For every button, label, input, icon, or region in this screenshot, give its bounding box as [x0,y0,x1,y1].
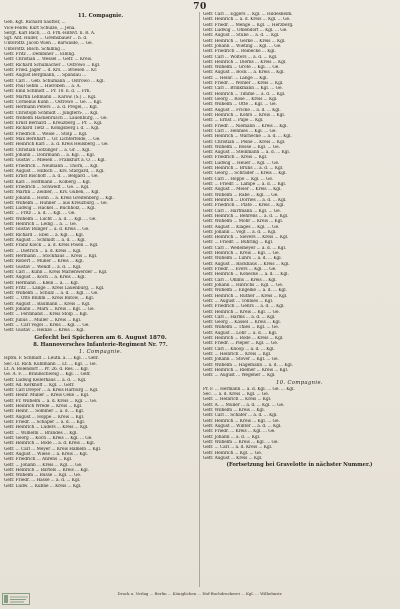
casualty-entry: Gefr. Friedrich ... Weise ... Stolp ... Kgl. [4,131,88,137]
casualty-entry: Gefr. August ... Bock ... a. Kreis ... Kgl. [203,70,285,76]
casualty-entry: Gefr. ... Friedr. ... Lampe ... a. d. ... Kgl. [203,182,287,187]
casualty-entry: Gefr. Heinrich ... Bode ... a. d. Kreis ... Kgl. [4,441,95,447]
casualty-entry: Gefr. Friedrich ... Schwedt ... Ge. ... Kgl. [4,184,90,190]
casualty-entry: Gefr. Carl Dreyer ... a. Kreis Harburg ... Kgl. [4,388,99,394]
casualty-entry: Gefr. Cornelius Kühn ... Ostrowo ... Ge. ... Kgl. [4,99,103,105]
casualty-entry: Gefr. Hermann ... Klein ... a. ... Kgl. [4,280,79,286]
casualty-entry: Gefr. Wilhelm ... Kreis ... Kgl. [203,408,265,414]
casualty-entry: Sgt. Ant. Hüller, ... Gremsbauer ... n. d. [4,36,88,42]
casualty-entry: Gefr. August ... Kreis ... Kgl. [203,455,263,461]
casualty-entry: Gefr. Ludw. ... Kühne ... Kreis ... Kgl. [4,483,82,489]
company-heading: 10. Compagnie. [276,379,323,386]
casualty-entry: Gefr. August ... Hoppe ... Kreis ... Kgl. [4,414,85,420]
casualty-entry: Gefr. Wilhelm ... Bosse ... Kgl. ... Ge. [203,144,280,150]
casualty-entry: Gefr. August Bergmann, ... Spandau ... [4,73,87,79]
casualty-entry: Gefr. Johann ... Vogt ... a. d. ... Kgl. [203,229,277,235]
casualty-entry: Gefr. Heinrich ... Kreis ... Kgl. ... Ge. [203,418,280,424]
casualty-list-b [4,196,197,334]
casualty-entry: Gefr. Johann ... Döhrmann ... a. Kgl. ... Kgl. [4,153,95,159]
company-heading: 11. Compagnie. [77,13,124,19]
casualty-entry: Gefr. August ... Fricke ... a. d. ... Kgl. [203,107,281,113]
casualty-entry: Gefr. Wilhelm ... Grote ... Kgl. ... Ge. [203,65,280,71]
casualty-entry: Gefr. Hermann ... Stockhaus ... Kreis ... Kgl. [4,253,98,259]
casualty-entry: Gefr. Heinrich ... Ledig ... a. ... Ge. [4,222,77,228]
casualty-entry: Gefr. Carl ... Ohlms ... Kreis ... Kgl. [203,277,277,283]
casualty-entry: Gefr. ... Heinr. ... Lange ... Kgl. [203,75,268,81]
casualty-entry: Gefr. Carl ... Hartmann ... Kgl. ... Ge. [203,208,281,214]
casualty-entry: Gefr. Martin Lehmann ... Karow. (S.) ... Kgl. [4,94,97,100]
casualty-entry: Gefr. Gustav Bünger ... a. d. Kreis ... Ge. [4,227,90,233]
casualty-entry: Gefr. Carl ... Brinkmann ... Kgl. ... Ge. [203,86,283,92]
casualty-entry: Gefr. ... Ferdinand ... Kreis Stolp ... Kgl. [4,312,88,318]
casualty-entry: Gefr. Wilhelm ... Hagemann ... a. d. ... Kgl. [203,362,293,368]
casualty-entry: Gefr. ... August ... Wegener ... Kgl. [203,373,276,379]
casualty-entry: Gefr. Friedr. ... Evers ... Kgl. ... Ge. [203,267,277,272]
casualty-entry: Gefr. Heinrich ... Bartels ... Kreis ... Kgl. [4,467,89,473]
casualty-entry: Lt. A. Bölendorf ... Pr. 26. d. Res. ... Kgl. [4,366,89,372]
casualty-entry: Gefr. Friedr. ... Wöhler ... Kreis ... Kgl. [203,81,284,87]
casualty-entry: Gefr. Johann ... Stöver ... Kgl. ... Ge. [203,357,279,363]
casualty-entry: Gefr. Friedr. ... Hasse ... a. d. ... Kgl. [4,478,81,484]
casualty-entry: Geh. Kgt. Richard Sautter, ... [4,20,66,26]
casualty-entry: Gefr. ... Wilhelm ... Brandes ... Kgl. [4,430,78,436]
casualty-entry: Hptm. F. Schmidt ... Leutn. a. ... Kgl. ... Gefr. [4,356,99,362]
casualty-entry: Gefr. Richard Tietz ... Königsberg i. d. ... Kgl. [4,126,100,132]
casualty-entry: Unteroffz. Bisch. Schilling ... [4,46,66,52]
casualty-entry: Gefr. Fr. Wilhelm ... a. d. Kreis ... Kgl. ... Ge. [4,398,98,404]
casualty-entry: Gefr. Heinr. Müller ... Kreis Celle ... Kgl. [4,393,90,399]
casualty-entry: Gefr. Wilhelm ... Lucht ... a. d. ... Kgl. ... Ge. [4,216,97,222]
casualty-entry: Gefr. Gustav ... Wendt ... a. d. ... Kgl. [4,264,82,270]
casualty-entry: Gefr. August ... Stübe ... a. d. ... Kgl. [203,33,280,39]
casualty-entry: Gefr. Christian Götzinger ... a. Gr. ... Kgl. [4,147,91,153]
casualty-entry: Sec.-Lt. Rich. Kuhlmann ... Lt. ... Kgl. ... Ge. [4,361,97,367]
casualty-entry: Gefr. Ludwig ... Ohlendorf ... Kgl. ... Ge. [203,27,288,33]
casualty-list-e [203,387,396,461]
casualty-entry: Gefr. Johann ... Hinrichs ... Kgl. ... Ge. [203,282,284,288]
casualty-entry: Gefr. Wilhelm ... Thies ... Kgl. ... Ge. [203,325,280,331]
casualty-entry: Gefr. ... Heinrich ... Kreis ... Kgl. [203,352,272,357]
casualty-entry: Gefr. August ... Hilbich ... Krs. Stargard, ... Kgl. [4,168,105,174]
casualty-entry: Gefr. Wilhelm ... Lührs ... a. d. ... Kgl. [203,256,282,262]
casualty-entry: Gefr. ... Carl ... Meyer ... Kreis Hameln ... Kgl. [4,446,102,452]
casualty-entry: Gefr. August ... Backhaus ... Kreis ... Kgl. [203,261,290,267]
casualty-entry: Gefr. Emil Schmidt ... Pr. 10. n. d. ... Frh. [4,89,91,95]
casualty-entry: Gefr. Ernst Bischoff ... a. d. ... Belgard ... Ge. [4,174,99,180]
casualty-entry: Gefr. ... Friedr. ... Bühring ... Kgl. [203,240,274,246]
casualty-entry: Gefr. Wilhelm ... Schulz ... a. d. ... Kgl. ... Ge. [4,291,99,297]
casualty-entry: Gefr. Gustav ... Miesen ... Frankfurt a. O. ... Kgl. [4,158,106,164]
casualty-entry: Gefr. Johann ... Hohn ... a. Kreis Greifenberg ... Kgl. [4,195,114,201]
casualty-entry: Gefr. Friedr. ... Menge ... Kgl. ... Herzberg. [203,22,294,28]
casualty-entry: Gefr. Johann ... Wieting ... Kgl. ... Ge. [203,43,282,49]
casualty-entry: Gefr. Fried. Jäger ... d. Krs. ... Briesen ... Kr. [4,68,98,74]
casualty-entry: Gefr. Wilhelm Hackebrusch ... Lauenburg, ... Ge. [4,115,108,121]
casualty-entry: Gefr. Friedrich ... Neumann ... Thorn, ... Kgl. [4,163,99,169]
casualty-entry: Gefr. Wilhelm ... Mohr ... Kreis ... Kgl. [203,219,284,225]
casualty-entry: Gefr. A. ... Müller ... a. d. ... Kgl. ... Ge. [203,402,285,408]
casualty-entry: Pr. F. ... Hermann ... a. d. Kgl. ... Ge. ... Kgl. [203,386,295,392]
casualty-entry: Gefr. Martin ... Zeidler, ... Krs. Guben, ... Kgl. [4,190,100,196]
casualty-entry: Gefr. Friedrich ... Ahrens ... Kgl. [4,457,73,463]
casualty-entry: Gefr. ... Fritz ... a. d. ... Kgl. ... Ge. [4,211,76,217]
casualty-entry: Gefr. ... Dietrich ... a. d. Kreis ... Kgl. [4,248,82,254]
casualty-entry: Gefr. Heinrich ... Timme ... a. d. ... Kgl. [203,91,286,97]
casualty-entry: Gefr. Heinrich ... Kohrs ... Kreis ... Kgl. [203,112,286,118]
library-stamp-icon [2,593,30,605]
casualty-entry: Gefr. Heinrich Wrede ... Kreis ... Kgl. [4,404,83,410]
library-stamp-logo [2,593,30,605]
casualty-entry: Gefr. Ernst Bernard ... Kreuzberg ... Pr. ... Kgl. [4,121,103,127]
casualty-entry: Gefr. Carl ... Wedemeyer ... a. d. ... Kgl. [203,245,287,251]
casualty-entry: Gefr. Heinrich ... Sievers ... Kreis ... Kgl. [203,235,289,241]
casualty-entry: Gefr. Heinrich Karl ... a. d. Kreis Heilsberg ... Ge. [4,142,109,148]
casualty-entry: Gefr. Paul Sehm ... Hieroben ... a. A. [4,83,81,89]
casualty-entry: Gefr. Fritz ... Dembiner ... Elbing. [4,52,76,58]
casualty-entry: Gefr. Richard Schumacher ... Ostrowo ... Kgl. [4,62,101,68]
casualty-entry: Gefr. Heinrich ... a. d. Kreis ... Kgl. ... Ge. [203,17,291,23]
casualty-entry: Gefr. Wilhelm ... Hühner ... aus Kreuzburg ... Ge. [4,200,108,206]
casualty-entry: Gefr. Friedr. ... Kreis ... Kgl. ... Ge. [203,429,276,435]
casualty-entry: Unteroffz. Jacob Wien ... Bärwalde, ... Ge. [4,41,93,47]
casualty-entry: Gefr. Robert ... Müller ... Kreis ... Kgl. [4,259,84,265]
casualty-entry: Gefr. Carl ... Hennies ... Kgl. ... Ge. [203,128,277,134]
casualty-entry: Gefr. ... Carl ... a. d. Kreis ... Kgl. [203,445,273,451]
casualty-entry: Gefr. Christian ... Peine ... Kreis ... Kgl. [203,139,286,145]
casualty-entry: Gefr. Ludwig ... Hackel ... Buchholz, ... Kgl. [4,206,96,212]
casualty-entry: Gefr. Christian ... Wessel ... Gefr. ... Kreis. [4,57,93,63]
casualty-entry: Gefr. Georg ... Schrader ... Kreis ... Kgl. [203,171,287,177]
casualty-entry: Gefr. Carl ... Kühn ... Kreis Marienwerder ... Kgl. [4,269,108,275]
casualty-entry: Gefr. Karl ... Hoffmann ... Kolberg ... Kgl. [4,179,91,185]
casualty-entry: Gefr. Julius ... Müller ... Kreis ... Kgl. [4,317,82,323]
casualty-entry: Gefr. Wilhelm ... Busse ... Kgl. ... Ge. [4,473,82,479]
column-divider [199,12,200,587]
casualty-entry: Gefr. Friedrich ... Plate ... Kreis ... Kgl. [203,203,285,209]
casualty-entry: Gefr. Carl ... Harms ... a. d. ... Kgl. [203,314,276,320]
casualty-entry: Gefr. Richard ... Ebel ... a. Kgl. ... Kgl. [4,232,84,238]
casualty-entry: Gefr. Heinrich ... Könecke ... a. d. ... Kgl. [203,272,289,278]
casualty-entry: Gefr. Carl ... Geb. Schumann ... Ostrowo ... Kgl. [4,78,105,84]
casualty-entry: Gefr. Johann ... a. d. ... Kgl. [203,434,261,440]
casualty-entry: Gefr. Heinrich ... Kgl. ... Ge. [203,450,263,456]
casualty-entry: Gefr. Gustav ... Heinze ... Kreis ... Kgl. [4,328,85,334]
casualty-entry: Gefr. Wilhelm ... Kreis ... Kgl. ... Ge. [203,439,279,445]
casualty-entry: Gefr. Ludwig Kellerhaus ... a. d. ... Kgl. [4,377,87,383]
casualty-entry: Gefr. Fritz ... Lange ... Kreis Lauenburg, ... Kgl. [4,285,105,291]
casualty-entry: Gefr. Georg ... Koch ... Kreis ... Kgl. ... Ge. [4,435,93,441]
casualty-entry: Vice-Feldw. Kurt Schulze, ... Jena. [4,25,76,31]
casualty-entry: Gefr. Friedr. ... Pieper ... Kgl. ... Ge. [203,341,279,347]
casualty-entry: Gefr. Georg ... Kassel ... Kreis ... Kgl. [203,320,281,326]
casualty-entry: Gefr. August ... Baumann ... Kreis ... Kgl. [4,301,91,307]
casualty-entry: Gefr. August ... Steinmann ... a. d. ... Kgl. [203,150,291,156]
casualty-entry: Gefr. ... Heinrich ... Kreis ... Kgl. [203,397,272,403]
right-column [203,12,396,587]
casualty-entry: Gefr. Ad. Kerkhoff ... Kgl. ... Gefr. [4,382,75,388]
casualty-entry: Gefr. Heinrich ... Kreis ... Kgl. ... Ge. [203,309,280,315]
casualty-entry: Gefr. ... Otto Bluhm ... Kreis Bütow, ... Kgl. [4,296,94,302]
casualty-entry: Gefr. Heinrich ... Lüders ... Kreis ... Kgl. [4,425,89,431]
casualty-entry: Gefr. Heinrich ... Behrens ... a. d. ... Kgl. [203,213,289,219]
casualty-entry: Gefr. August ... Meier ... Kreis ... Kgl. [203,187,282,193]
casualty-entry: Gefr. Hermann Peters ... a. d. Pregel, ... Kgl. [4,105,98,111]
casualty-entry: Gefr. Max Bernhart ... Gr. Lichterfelde, ... Ge. [4,137,101,143]
casualty-entry: Gefr. ... Ernst ... Pape ... Kgl. [203,118,264,124]
casualty-entry: Gefr. Georg ... Rose ... Kreis ... Kgl. [203,97,278,102]
casualty-entry: Gefr. Friedrich ... Gehrs ... a. d. ... Kgl. [203,304,285,310]
casualty-entry: Gefr. Heinrich ... Bruns ... a. d. ... Kgl. [203,166,284,172]
casualty-list-a [4,20,197,195]
casualty-entry: Gefr. ... August ... Tönnies ... Kgl. [203,298,274,304]
casualty-entry: Gefr. August ... Wiese ... a. Kreis ... Kgl. [4,451,88,457]
casualty-entry: Gefr. Ludwig ... Heuer ... Kgl. ... Ge. [203,160,280,166]
company-heading: 1. Compagnie. [78,349,123,356]
casualty-entry: Gefr. Heinrich ... Kreis ... Kgl. ... Ge. [203,251,280,257]
casualty-entry: Gefr. Carl ... Wolters ... a. d. ... Kgl. [203,54,278,60]
casualty-entry: Gefr. August ... Klages ... Kgl. ... Ge. [203,224,280,230]
casualty-entry: Gefr. Heinrich ... Gerke ... Kreis ... Kgl. [203,38,286,44]
casualty-entry: Gefr. Heinrich ... Bode ... Kreis ... Kgl. [203,336,284,342]
casualty-entry: Gefr. Heinrich ... Warnecke ... a. d. ... Kgl. [203,134,292,140]
casualty-entry: Gefr. ... Carl Vogel ... Kreis ... Kgl. ... Ge. [4,323,90,329]
casualty-entry: Gefr. Friedr. ... Niemann ... Kreis ... Kgl. [203,123,288,129]
casualty-entry: Sergt. Karl Bach, ... d. Frh.-Hilfsvt. n. R. A. [4,30,96,36]
regiment-heading: 8. Hannoversches Infanterie-Regiment Nr. 77. [33,341,168,348]
casualty-entry: Gefr. Heinrich ... Dörries ... a. d. ... Kgl. [203,197,287,203]
casualty-entry: Gefr. ... Johann ... Kreis ... Kgl. ... Ge. [4,462,83,468]
casualty-entry: Gefr. Heinrich ... Dierks ... Kreis ... Kgl. [203,59,287,65]
casualty-list-d [203,12,396,379]
casualty-entry: Gefr. Wilhelm ... Rabe ... Kgl. ... Ge. [203,192,279,198]
casualty-list-c [4,356,197,489]
casualty-entry: Gefr. August ... Löhr ... a. d. ... Kgl. [203,330,278,336]
casualty-entry: Gefr. Franz Klock ... a. d. Kreis Posen ... Kgl. [4,243,99,249]
casualty-entry: Sec. ... a. d. Kreis ... Kgl. ... Ge. [203,392,270,398]
casualty-entry: Gefr. Carl ... Hoppe ... Kgl. ... Ge. [203,176,274,182]
casualty-entry: Gefr. Christoph Schmidt ... Jungfern-, ... Kgl. [4,110,99,116]
casualty-entry: Gefr. Carl ... Knoop ... a. d. ... Kgl. [203,346,275,352]
casualty-entry: Gefr. Carl ... Schäfer ... a. d. ... Kgl. [203,413,278,419]
continuation-note: (Fortsetzung bei Gravelotte in nächster Nummer.) [226,462,373,469]
casualty-entry: Gefr. Heinrich ... Riemer ... Kreis ... Kgl. [203,367,289,373]
casualty-entry: Gefr. August ... Koch ... a. Kreis ... Kgl. [4,275,86,281]
casualty-entry: Gefr. Friedr. ... Schaper ... a. d. ... Kgl. [4,420,85,425]
casualty-entry: Gefr. Carl ... Eggers ... Kgl. ... Hildesheim. [203,12,293,17]
casualty-entry: Gefr. Johann ... Marx ... Kreis ... Kgl. ... Ge. [4,307,95,313]
battle-heading: Gefecht bei Spicheren am 6. August 1870. [34,334,167,341]
casualty-entry: Gefr. Wilhelm ... Otte ... Kgl. ... Ge. [203,102,277,108]
casualty-entry: Gefr. Heinr. ... Sommer ... a. d. ... Kgl. [4,409,85,415]
printer-footer: Druck u. Verlag ... Berlin ... Königlichen ... Hof-Buchdruckerei ... Kgl. ... Wilhelmstr. [117,591,283,596]
casualty-entry: Gefr. August ... Schmidt ... a. d. ... Kgl. [4,238,86,244]
casualty-entry: Gefr. Friedrich ... Reinecke ... Kgl. [203,49,276,55]
page-number: 70 [193,2,207,12]
casualty-entry: Gefr. Wilhelm ... Engelke ... a. d. ... Kgl. [203,288,287,294]
casualty-entry: Ge. A. F. ... Braunschweig ... Kgl. ... Gefr. [4,372,91,378]
left-column [4,12,197,587]
casualty-entry: Gefr. Friedrich ... Kreis ... Kgl. [203,155,268,161]
casualty-entry: Gefr. August ... Winter ... a. d. ... Kgl. [203,423,282,429]
casualty-entry: Gefr. Heinrich ... Rüther ... Kreis ... Kgl. [203,293,288,299]
